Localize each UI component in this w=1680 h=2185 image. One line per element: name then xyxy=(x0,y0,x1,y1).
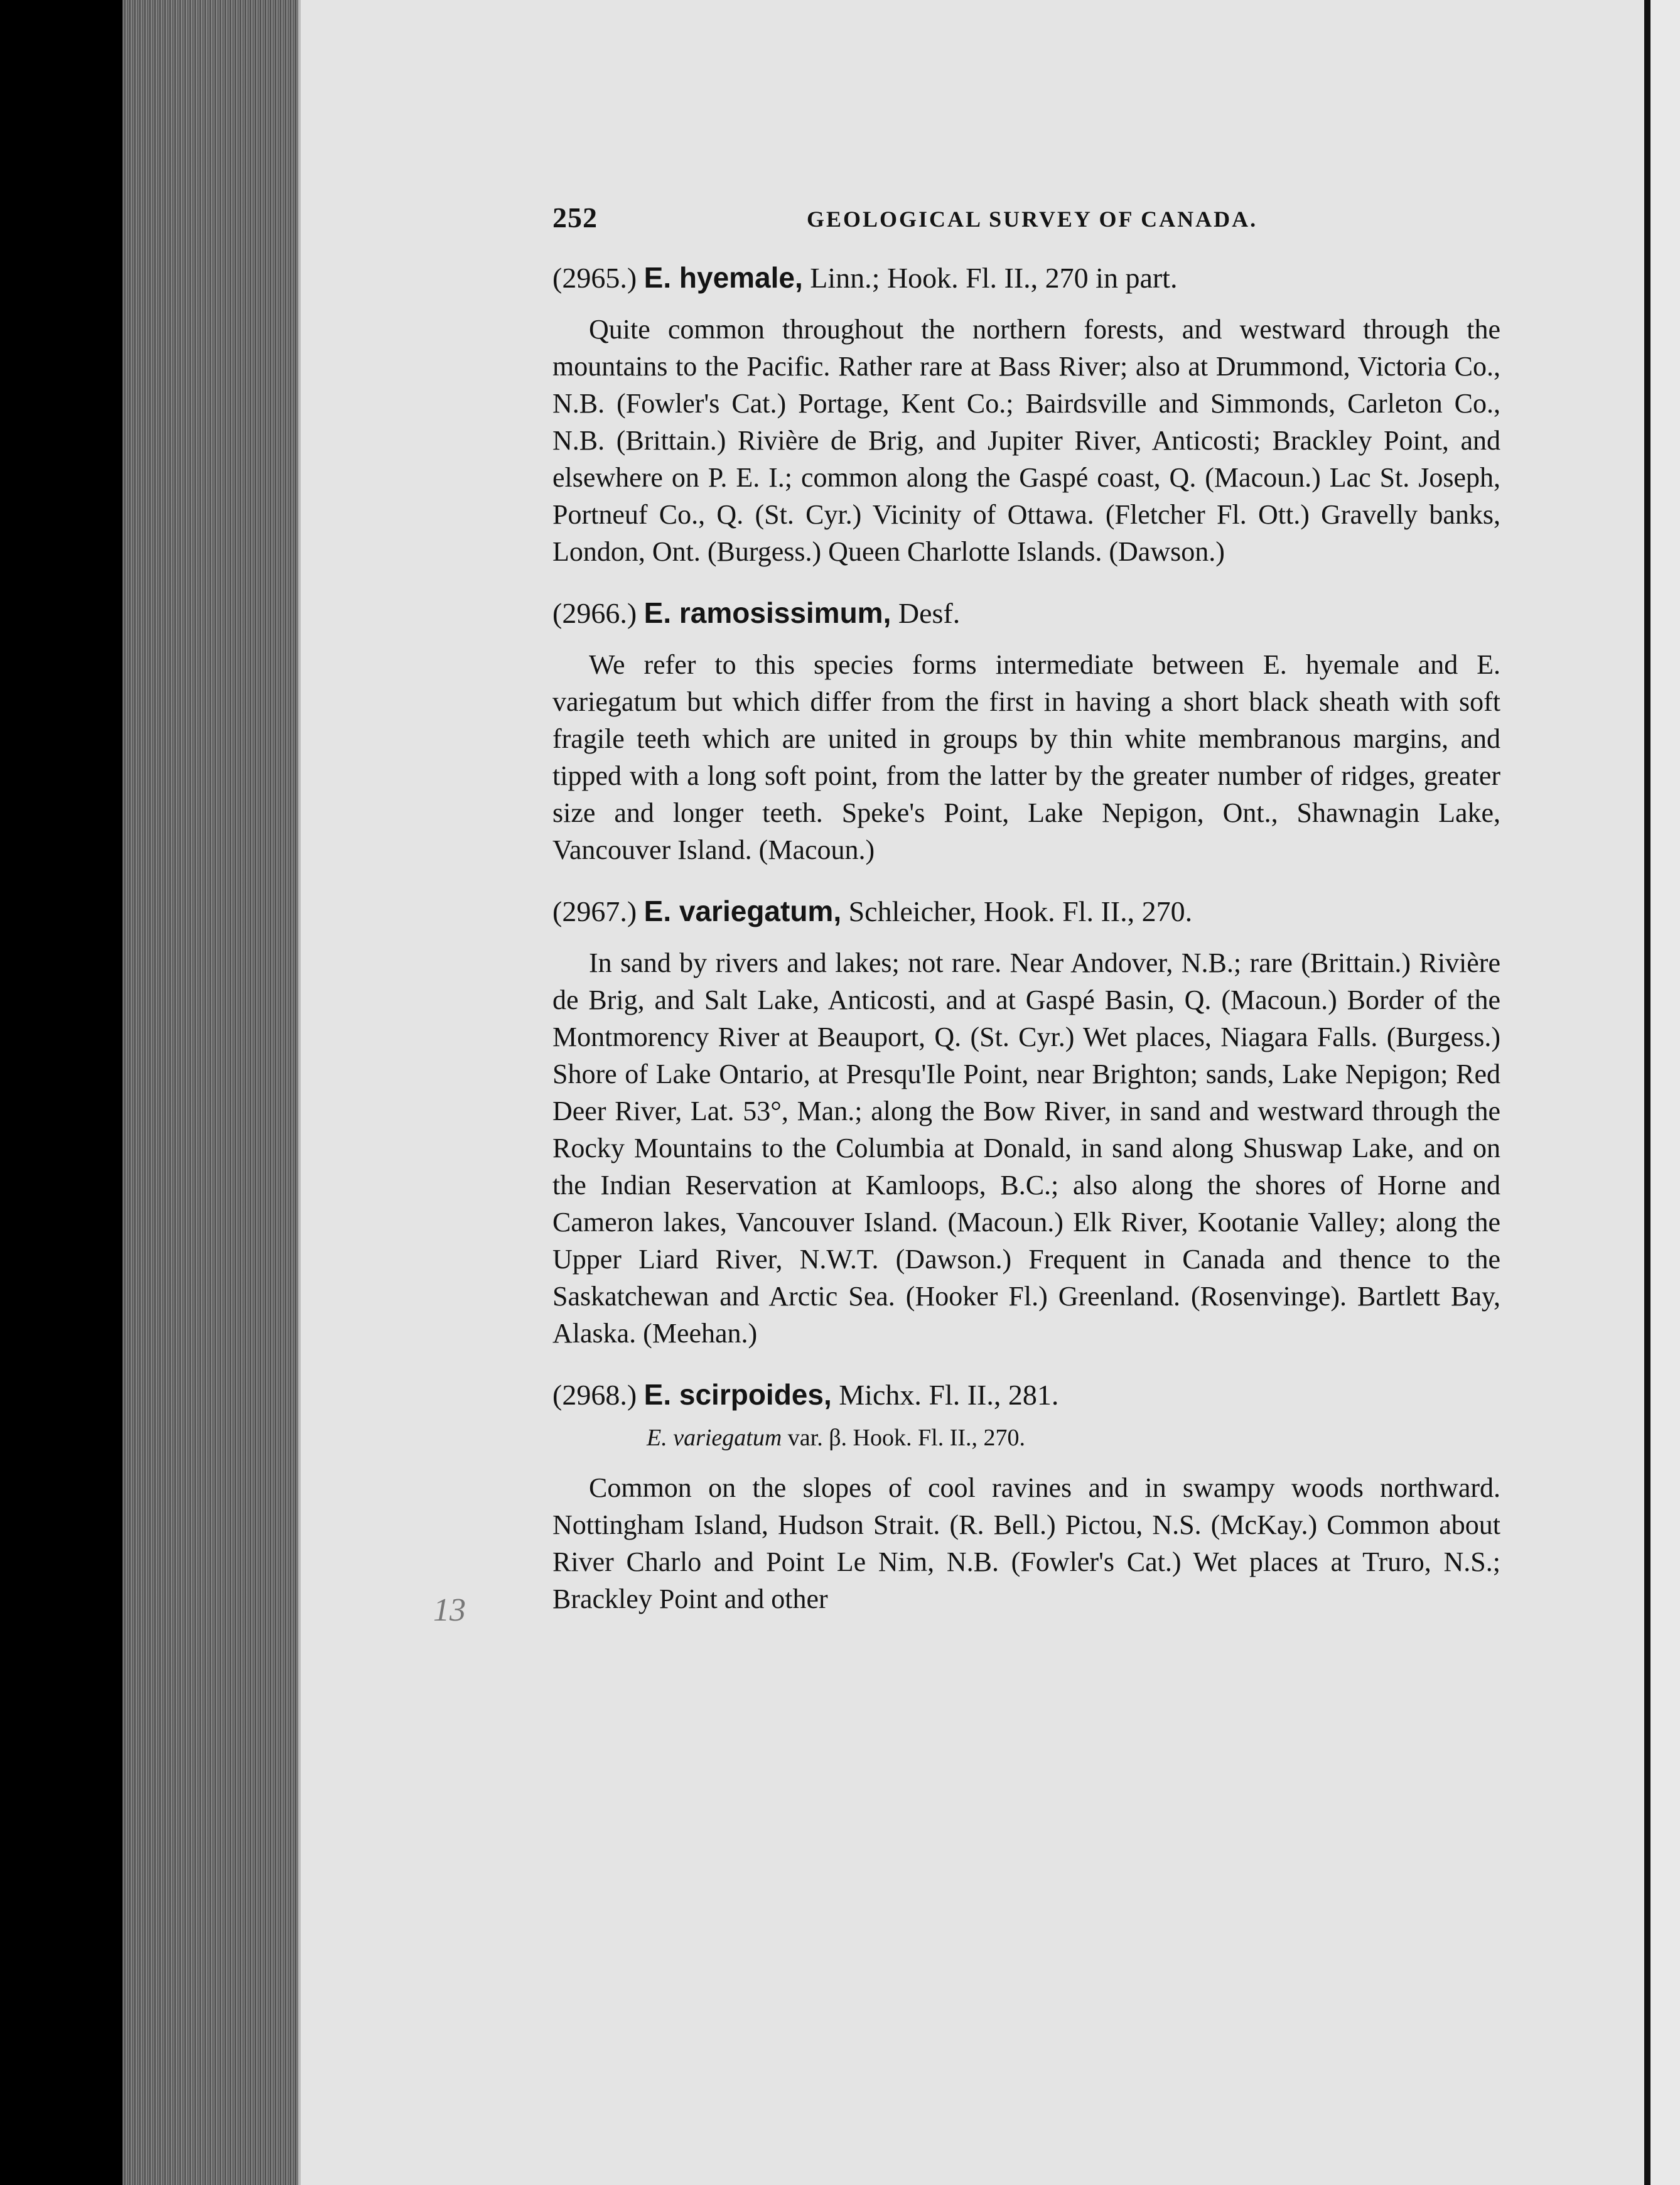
species-authority: Desf. xyxy=(898,597,961,629)
running-head xyxy=(552,201,1500,245)
species-entry-2965 xyxy=(552,259,1500,570)
species-name: E. hyemale, xyxy=(643,261,803,294)
entry-description: Quite common throughout the northern forests, and westward through the mountains to the Pacific. Rather rare at Bass River; also at Drummond, Victoria Co., N.B. (Fowler's Cat.) Portage, Kent Co.; Bairdsville and Simmonds, Carleton Co., N.B. (Brittain.) Rivière de Brig, and Jupiter River, Anticosti; Brackley Point, and elsewhere on P. E. I.; common along the Gaspé coast, Q. (Macoun.) Lac St. Joseph, Portneuf Co., Q. (St. Cyr.) Vicinity of Ottawa. (Fletcher Fl. Ott.) Gravelly banks, London, Ont. (Burgess.) Queen Charlotte Islands. (Dawson.) xyxy=(552,314,1500,567)
entry-number: (2967.) xyxy=(552,895,637,927)
synonym-line xyxy=(647,1420,1500,1455)
entry-heading xyxy=(552,892,1500,931)
entry-description: We refer to this species forms intermediate between E. hyemale and E. variegatum but which differ from the first in having a short black sheath with soft fragile teeth which are united in groups by thin white membranous margins, and tipped with a long soft point, from the latter by the greater number of ridges, greater size and longer teeth. Speke's Point, Lake Nepigon, Ont., Shawnagin Lake, Vancouver Island. (Macoun.) xyxy=(552,649,1500,865)
species-name: E. ramosissimum, xyxy=(643,596,891,629)
entry-number: (2965.) xyxy=(552,262,637,294)
book-page-edges xyxy=(122,0,303,2185)
species-entry-2968 xyxy=(552,1376,1500,1617)
species-entry-2966 xyxy=(552,594,1500,868)
species-name: E. scirpoides, xyxy=(643,1378,832,1411)
synonym-name: E. variegatum xyxy=(647,1425,782,1451)
entry-number: (2966.) xyxy=(552,597,637,629)
page-number: 252 xyxy=(552,202,598,234)
facing-page-edge xyxy=(1650,0,1680,2185)
entry-description: In sand by rivers and lakes; not rare. Near Andover, N.B.; rare (Brittain.) Rivière de Brig, and Salt Lake, Anticosti, and at Gaspé Basin, Q. (Macoun.) Border of the Montmorency River at Beauport, Q. (St. Cyr.) Wet places, Niagara Falls. (Burgess.) Shore of Lake Ontario, at Presqu'Ile Point, near Brighton; sands, Lake Nepigon; Red Deer River, Lat. 53°, Man.; along the Bow River, in sand and westward through the Rocky Mountains to the Columbia at Donald, in sand along Shuswap Lake, and on the Indian Reservation at Kamloops, B.C.; also along the shores of Horne and Cameron lakes, Vancouver Island. (Macoun.) Elk River, Kootanie Valley; along the Upper Liard River, N.W.T. (Dawson.) Frequent in Canada and thence to the Saskatchewan and Arctic Sea. (Hooker Fl.) Greenland. (Rosenvinge). Bartlett Bay, Alaska. (Meehan.) xyxy=(552,947,1500,1349)
species-authority: Linn.; Hook. Fl. II., 270 in part. xyxy=(810,262,1178,294)
entry-heading xyxy=(552,259,1500,297)
entry-heading xyxy=(552,594,1500,632)
entry-number: (2968.) xyxy=(552,1379,637,1411)
entry-description: Common on the slopes of cool ravines and in swampy woods northward. Nottingham Island, Hudson Strait. (R. Bell.) Pictou, N.S. (McKay.) Common about River Charlo and Point Le Nim, N.B. (Fowler's Cat.) Wet places at Truro, N.S.; Brackley Point and other xyxy=(552,1472,1500,1614)
page-content xyxy=(552,201,1500,1617)
running-title: GEOLOGICAL SURVEY OF CANADA. xyxy=(807,207,1258,232)
entry-heading xyxy=(552,1376,1500,1414)
species-authority: Schleicher, Hook. Fl. II., 270. xyxy=(848,895,1193,927)
synonym-reference: var. β. Hook. Fl. II., 270. xyxy=(787,1425,1025,1451)
margin-pencil-note: 13 xyxy=(433,1592,466,1628)
species-entry-2967 xyxy=(552,892,1500,1352)
species-authority: Michx. Fl. II., 281. xyxy=(839,1379,1059,1411)
species-name: E. variegatum, xyxy=(643,895,842,927)
